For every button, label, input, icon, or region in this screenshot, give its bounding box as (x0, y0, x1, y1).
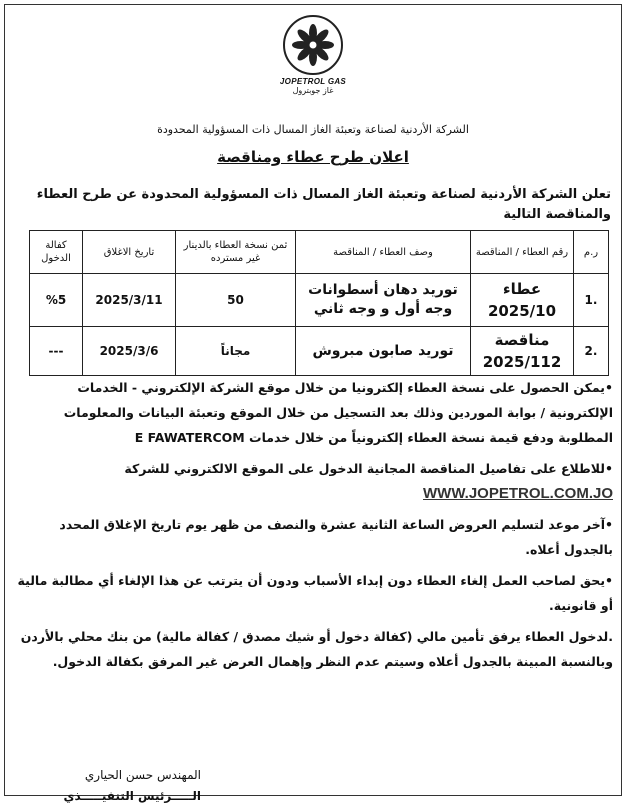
tender-price: 50 (176, 274, 296, 327)
list-item: •يحق لصاحب العمل إلغاء العطاء دون إبداء الأسباب ودون أن يترتب عن هذا الإلغاء أي مطالبة مالية أو قانونية. (17, 573, 613, 613)
tender-type: عطاء (502, 280, 542, 298)
header-description: وصف العطاء / المناقصة (296, 231, 471, 274)
list-item (15, 456, 613, 506)
tender-type: مناقصة (494, 331, 550, 349)
company-name: الشركة الأردنية لصناعة وتعبئة الغاز المسال ذات المسؤولية المحدودة (157, 123, 469, 136)
tender-number: 2025/112 (482, 353, 562, 371)
header-bid-bond: كفالة الدخول (30, 231, 83, 274)
bid-bond: %5 (30, 274, 83, 327)
logo-name-arabic: غاز جوبترول (292, 86, 334, 95)
company-logo (5, 15, 621, 95)
list-item-text: •للاطلاع على تفاصيل المناقصة المجانية الدخول على الموقع الالكتروني للشركة (124, 461, 613, 476)
table-header-row (30, 231, 609, 274)
intro-paragraph: تعلن الشركة الأردنية لصناعة وتعبئة الغاز المسال ذات المسؤولية المحدودة عن طرح العطاء والمناقصة التالية (36, 187, 611, 222)
website-link[interactable]: WWW.JOPETROL.COM.JO (423, 485, 613, 502)
header-price: ثمن نسخة العطاء بالدينار غير مسترده (176, 231, 296, 274)
list-item: •آخر موعد لتسليم العروض الساعة الثانية عشرة والنصف من ظهر يوم تاريخ الإغلاق المحدد بالجدول أعلاه. (59, 517, 613, 557)
tenders-table (29, 230, 609, 376)
list-item: .لدخول العطاء يرفق تأمين مالي (كفالة دخول أو شيك مصدق / كفالة مالية) من بنك محلي بالأردن وبالنسبة المبينة بالجدول أعلاه وسيتم عدم النظر وإهمال العرض غير المرفق بكفالة الدخول. (20, 629, 613, 669)
header-number: ر.م (574, 231, 609, 274)
list-item: •يمكن الحصول على نسخة العطاء إلكترونيا من خلال موقع الشركة الإلكتروني - الخدمات الإلكترونية / بوابة الموردين وذلك بعد التسجيل من خلال الموقع وتعبئة البيانات والمعلومات المطلوبة ودفع قيمة نسخة العطاء إلكترونياً من خلال خدمات E FAWATERCOM (63, 380, 613, 445)
flower-emblem-icon (283, 15, 343, 75)
tender-id (471, 274, 574, 327)
signatory-role: الـــــرئيس التنفيـــــذي (63, 789, 201, 803)
bid-bond: --- (30, 327, 83, 376)
tender-description: توريد دهان أسطوانات وجه أول و وجه ثاني (296, 274, 471, 327)
row-number: .1 (574, 274, 609, 327)
header-closing-date: تاريخ الاغلاق (83, 231, 176, 274)
signature-block (63, 765, 201, 807)
conditions-list (15, 375, 613, 674)
tender-description: توريد صابون مبروش (296, 327, 471, 376)
header-tender-id: رقم العطاء / المناقصة (471, 231, 574, 274)
signatory-name: المهندس حسن الحياري (84, 768, 201, 782)
page-title (5, 148, 621, 166)
table-row (30, 274, 609, 327)
page-title-text: اعلان طرح عطاء ومناقصة (217, 148, 409, 166)
logo-name-english: JOPETROL GAS (279, 77, 347, 86)
closing-date: 2025/3/11 (83, 274, 176, 327)
tender-price: مجاناً (176, 327, 296, 376)
row-number: .2 (574, 327, 609, 376)
tender-id (471, 327, 574, 376)
table-row (30, 327, 609, 376)
advertisement-frame (4, 4, 622, 803)
closing-date: 2025/3/6 (83, 327, 176, 376)
tender-number: 2025/10 (487, 302, 557, 320)
